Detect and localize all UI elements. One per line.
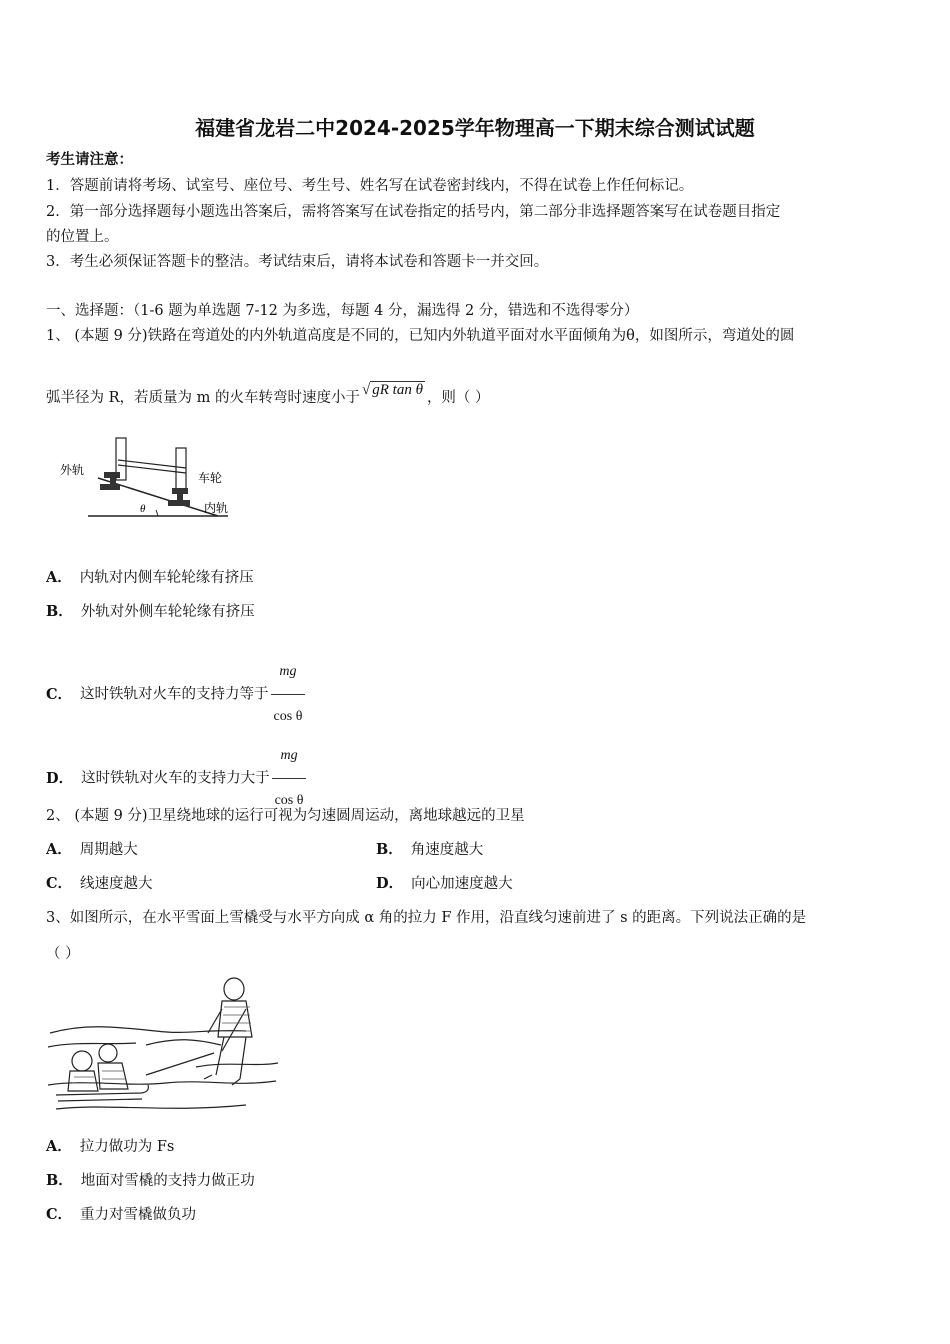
q2-option-a [46, 840, 138, 860]
q3-option-a [46, 1137, 174, 1157]
q2-option-c [46, 874, 153, 894]
option-label: B． [46, 603, 73, 620]
sqrt-formula: √ gR tan θ [362, 382, 423, 398]
page-title: 福建省龙岩二中2024-2025学年物理高一下期末综合测试试题 [195, 116, 755, 140]
section-heading: 一、选择题：（1-6 题为单选题 7-12 为多选，每题 4 分，漏选得 2 分，错选和不选得零分） [46, 303, 639, 319]
sled-figure [46, 975, 280, 1120]
q1-option-a [46, 568, 254, 588]
option-text: 角速度越大 [410, 842, 484, 858]
label-theta: θ [140, 503, 146, 515]
q1-stem-line2 [46, 382, 490, 408]
q3-option-c [46, 1205, 196, 1225]
q2-option-d [376, 874, 513, 894]
q1-option-b [46, 602, 255, 622]
q1-stem-pre: 弧半径为 R，若质量为 m 的火车转弯时速度小于 [46, 390, 360, 406]
option-text: 周期越大 [79, 842, 138, 858]
option-text: 拉力做功为 Fs [79, 1139, 175, 1155]
option-label: D． [376, 875, 404, 892]
q3-stem-line2: （ ） [46, 946, 80, 962]
notice-item-3: 3．考生必须保证答题卡的整洁。考试结束后，请将本试卷和答题卡一并交回。 [46, 254, 549, 270]
q2-option-b [376, 840, 483, 860]
q3-option-b [46, 1171, 255, 1191]
notice-item-2-cont: 的位置上。 [46, 229, 119, 245]
q2-stem: 2、 (本题 9 分)卫星绕地球的运行可视为匀速圆周运动，离地球越远的卫星 [46, 808, 525, 824]
option-label: C． [46, 875, 73, 892]
notice-item-1: 1．答题前请将考场、试室号、座位号、考生号、姓名写在试卷密封线内，不得在试卷上作任何标记。 [46, 178, 694, 194]
option-label: D． [46, 769, 74, 787]
option-label: A． [46, 841, 72, 858]
option-text: 这时铁轨对火车的支持力等于 [80, 686, 269, 703]
option-text: 外轨对外侧车轮轮缘有挤压 [80, 604, 255, 620]
q1-stem-line1: 1、 (本题 9 分)铁路在弯道处的内外轨道高度是不同的，已知内外轨道平面对水平面倾角为θ，如图所示，弯道处的圆 [46, 328, 795, 344]
option-label: B． [376, 841, 403, 858]
q1-option-c [46, 652, 305, 737]
option-text: 内轨对内侧车轮轮缘有挤压 [79, 570, 254, 586]
fraction-numerator: mg [280, 748, 298, 763]
option-label: B． [46, 1172, 73, 1189]
fraction-denominator: cos θ [271, 694, 306, 737]
label-outer-rail: 外轨 [60, 463, 85, 477]
q3-stem-line1: 3、如图所示，在水平雪面上雪橇受与水平方向成 α 角的拉力 F 作用，沿直线匀速前进了 s 的距离。下列说法正确的是 [46, 910, 807, 926]
label-wheel: 车轮 [198, 471, 223, 485]
option-label: A． [46, 1138, 72, 1155]
fraction [271, 652, 306, 737]
option-label: C． [46, 685, 73, 703]
fraction-numerator: mg [279, 664, 297, 679]
fraction-denominator: cos θ [272, 778, 307, 821]
option-text: 向心加速度越大 [411, 876, 513, 892]
option-text: 重力对雪橇做负功 [80, 1207, 197, 1223]
option-text: 线速度越大 [80, 876, 153, 892]
option-label: A． [46, 569, 72, 586]
q1-stem-post: ，则（ ） [426, 390, 490, 406]
notice-heading: 考生请注意： [46, 151, 133, 168]
option-text: 地面对雪橇的支持力做正功 [80, 1173, 255, 1189]
notice-item-2: 2．第一部分选择题每小题选出答案后，需将答案写在试卷指定的括号内，第二部分非选择题答案写在试卷题目指定 [46, 204, 781, 220]
sqrt-radicand: gR tan θ [372, 382, 423, 398]
railway-track-figure [58, 430, 248, 522]
label-inner-rail: 内轨 [204, 501, 229, 515]
option-label: C． [46, 1206, 73, 1223]
option-text: 这时铁轨对火车的支持力大于 [81, 770, 270, 787]
